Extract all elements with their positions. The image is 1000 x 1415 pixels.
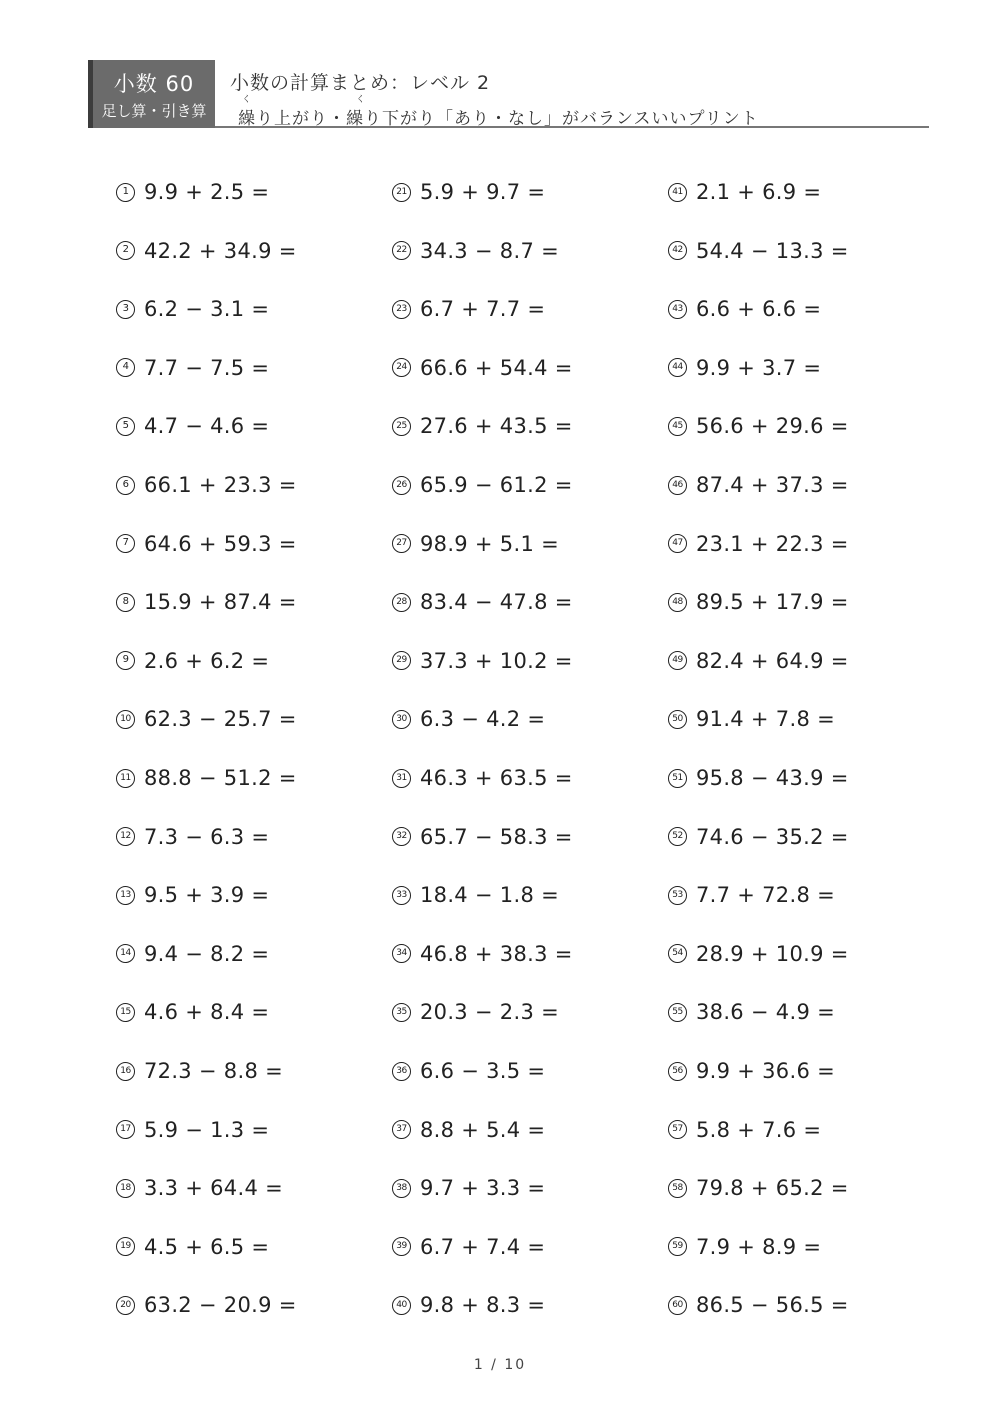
problem-number: 60: [668, 1296, 687, 1315]
problem-number: 8: [116, 593, 135, 612]
problem-expression: 5.9 + 9.7 =: [420, 180, 546, 204]
problem-expression: 79.8 + 65.2 =: [696, 1176, 849, 1201]
problem-number: 43: [668, 300, 687, 319]
problem-expression: 6.6 − 3.5 =: [420, 1059, 546, 1083]
problem-item: [116, 877, 269, 913]
badge-title: 小数 60: [113, 72, 195, 96]
problem-item: [116, 994, 269, 1030]
problem-number: 9: [116, 651, 135, 670]
problem-expression: 64.6 + 59.3 =: [144, 531, 297, 556]
problem-expression: 42.2 + 34.9 =: [144, 238, 297, 263]
problem-number: 12: [116, 827, 135, 846]
problem-item: [392, 467, 573, 503]
ruby-reading-1: く: [242, 95, 252, 105]
problem-number: 57: [668, 1120, 687, 1139]
problem-number: 15: [116, 1003, 135, 1022]
problem-expression: 5.9 − 1.3 =: [144, 1117, 270, 1142]
problem-expression: 6.3 − 4.2 =: [420, 707, 546, 732]
problem-expression: 89.5 + 17.9 =: [696, 590, 849, 615]
problem-expression: 27.6 + 43.5 =: [420, 414, 573, 439]
problem-expression: 20.3 − 2.3 =: [420, 1000, 559, 1025]
problem-item: [668, 936, 849, 972]
problem-item: [116, 701, 297, 737]
problem-item: [392, 877, 559, 913]
problem-number: 48: [668, 593, 687, 612]
problem-item: [392, 819, 573, 855]
problem-number: 52: [668, 827, 687, 846]
problem-item: [392, 1112, 545, 1148]
problem-number: 31: [392, 769, 411, 788]
problem-expression: 6.2 − 3.1 =: [144, 297, 270, 322]
problem-expression: 9.5 + 3.9 =: [144, 883, 270, 908]
problem-expression: 7.7 + 72.8 =: [696, 883, 835, 908]
problem-expression: 38.6 − 4.9 =: [696, 1000, 835, 1025]
problem-number: 46: [668, 476, 687, 495]
problem-number: 37: [392, 1120, 411, 1139]
problem-item: [116, 1287, 297, 1323]
problem-item: [392, 1287, 545, 1323]
problem-number: 55: [668, 1003, 687, 1022]
problem-expression: 62.3 − 25.7 =: [144, 707, 297, 732]
problem-number: 32: [392, 827, 411, 846]
problem-item: [668, 1287, 849, 1323]
problem-expression: 88.8 − 51.2 =: [144, 766, 297, 790]
problem-number: 51: [668, 769, 687, 788]
problem-item: [116, 643, 269, 679]
problem-number: 36: [392, 1062, 411, 1081]
problem-number: 45: [668, 417, 687, 436]
problem-number: 11: [116, 769, 135, 788]
problem-expression: 86.5 − 56.5 =: [696, 1293, 849, 1318]
problem-expression: 28.9 + 10.9 =: [696, 941, 849, 966]
problem-item: [116, 1053, 283, 1089]
problem-item: [392, 584, 573, 620]
problem-number: 30: [392, 710, 411, 729]
problem-number: 20: [116, 1296, 135, 1315]
problem-expression: 6.6 + 6.6 =: [696, 297, 822, 322]
problem-item: [668, 467, 849, 503]
problem-expression: 66.6 + 54.4 =: [420, 355, 573, 380]
problem-expression: 4.6 + 8.4 =: [144, 1000, 270, 1025]
problem-expression: 18.4 − 1.8 =: [420, 883, 559, 908]
problem-item: [668, 408, 849, 444]
problem-item: [116, 936, 269, 972]
problem-item: [116, 174, 269, 210]
problem-number: 28: [392, 593, 411, 612]
problem-expression: 3.3 + 64.4 =: [144, 1176, 283, 1201]
problem-item: [392, 291, 545, 327]
problem-item: [116, 584, 297, 620]
problem-expression: 9.7 + 3.3 =: [420, 1176, 546, 1201]
problem-item: [668, 174, 821, 210]
problem-number: 17: [116, 1120, 135, 1139]
problem-item: [116, 1112, 269, 1148]
problem-expression: 34.3 − 8.7 =: [420, 238, 559, 263]
problem-number: 47: [668, 534, 687, 553]
badge-subtitle: 足し算・引き算: [101, 102, 207, 120]
problem-number: 5: [116, 417, 135, 436]
problem-number: 38: [392, 1179, 411, 1198]
problem-number: 29: [392, 651, 411, 670]
problem-item: [668, 350, 821, 386]
problem-item: [668, 819, 849, 855]
problem-number: 19: [116, 1237, 135, 1256]
problem-number: 54: [668, 944, 687, 963]
problem-number: 41: [668, 183, 687, 202]
page-subtitle: 繰り上がり・繰り下がり「あり・なし」がバランスいいプリント: [238, 109, 759, 129]
problem-item: [668, 1112, 821, 1148]
problem-expression: 91.4 + 7.8 =: [696, 707, 835, 732]
problem-expression: 65.7 − 58.3 =: [420, 824, 573, 849]
problem-item: [392, 350, 573, 386]
problem-item: [116, 408, 269, 444]
problem-number: 4: [116, 358, 135, 377]
problem-number: 26: [392, 476, 411, 495]
problem-number: 49: [668, 651, 687, 670]
problem-number: 14: [116, 944, 135, 963]
problem-expression: 46.8 + 38.3 =: [420, 941, 573, 966]
problem-expression: 5.8 + 7.6 =: [696, 1117, 822, 1142]
problem-item: [392, 408, 573, 444]
problem-number: 24: [392, 358, 411, 377]
problem-number: 34: [392, 944, 411, 963]
problem-item: [116, 1170, 283, 1206]
problem-expression: 8.8 + 5.4 =: [420, 1117, 546, 1142]
problem-expression: 63.2 − 20.9 =: [144, 1293, 297, 1318]
problem-expression: 7.9 + 8.9 =: [696, 1234, 822, 1259]
problem-expression: 6.7 + 7.4 =: [420, 1234, 546, 1259]
problem-item: [392, 174, 545, 210]
problem-expression: 56.6 + 29.6 =: [696, 414, 849, 439]
problem-number: 33: [392, 886, 411, 905]
problem-number: 50: [668, 710, 687, 729]
page-number: 1 / 10: [473, 1357, 527, 1373]
problem-number: 1: [116, 183, 135, 202]
problem-number: 40: [392, 1296, 411, 1315]
problem-number: 44: [668, 358, 687, 377]
problem-number: 42: [668, 241, 687, 260]
problem-expression: 72.3 − 8.8 =: [144, 1059, 283, 1083]
problem-expression: 4.5 + 6.5 =: [144, 1234, 270, 1259]
problem-expression: 9.9 + 36.6 =: [696, 1059, 835, 1083]
problem-item: [392, 1229, 545, 1265]
problem-item: [668, 233, 849, 269]
problem-number: 16: [116, 1062, 135, 1081]
problem-expression: 9.8 + 8.3 =: [420, 1293, 546, 1318]
problem-item: [392, 760, 573, 796]
problem-number: 56: [668, 1062, 687, 1081]
problem-item: [116, 233, 297, 269]
problem-item: [392, 936, 573, 972]
problem-number: 13: [116, 886, 135, 905]
problem-item: [668, 291, 821, 327]
problem-item: [392, 1170, 545, 1206]
problem-expression: 2.6 + 6.2 =: [144, 648, 270, 673]
problem-item: [668, 994, 835, 1030]
problem-item: [668, 701, 835, 737]
problem-expression: 95.8 − 43.9 =: [696, 766, 849, 790]
problem-expression: 6.7 + 7.7 =: [420, 297, 546, 322]
problem-expression: 87.4 + 37.3 =: [696, 473, 849, 497]
problem-item: [392, 643, 573, 679]
problem-number: 53: [668, 886, 687, 905]
problem-item: [116, 350, 269, 386]
problem-item: [392, 994, 559, 1030]
problem-expression: 46.3 + 63.5 =: [420, 766, 573, 790]
problem-expression: 4.7 − 4.6 =: [144, 414, 270, 439]
problem-expression: 98.9 + 5.1 =: [420, 531, 559, 556]
problem-item: [392, 701, 545, 737]
problem-item: [668, 1170, 849, 1206]
problem-item: [116, 1229, 269, 1265]
problem-item: [668, 526, 849, 562]
problem-number: 22: [392, 241, 411, 260]
problem-item: [116, 291, 269, 327]
problem-expression: 7.3 − 6.3 =: [144, 824, 270, 849]
problem-expression: 2.1 + 6.9 =: [696, 180, 822, 204]
problem-number: 39: [392, 1237, 411, 1256]
problem-item: [668, 643, 849, 679]
problem-expression: 23.1 + 22.3 =: [696, 531, 849, 556]
problem-expression: 82.4 + 64.9 =: [696, 648, 849, 673]
problem-number: 3: [116, 300, 135, 319]
problem-expression: 65.9 − 61.2 =: [420, 473, 573, 497]
problem-item: [116, 467, 297, 503]
problem-expression: 15.9 + 87.4 =: [144, 590, 297, 615]
problem-item: [668, 584, 849, 620]
problem-number: 35: [392, 1003, 411, 1022]
worksheet-badge: [88, 60, 215, 128]
problem-expression: 66.1 + 23.3 =: [144, 473, 297, 497]
problem-item: [668, 760, 849, 796]
problem-item: [116, 760, 297, 796]
problem-number: 7: [116, 534, 135, 553]
problem-item: [668, 1053, 835, 1089]
problem-number: 25: [392, 417, 411, 436]
problem-number: 10: [116, 710, 135, 729]
problem-item: [116, 526, 297, 562]
problem-expression: 74.6 − 35.2 =: [696, 824, 849, 849]
problem-expression: 37.3 + 10.2 =: [420, 648, 573, 673]
problem-number: 58: [668, 1179, 687, 1198]
problem-item: [392, 1053, 545, 1089]
problem-number: 59: [668, 1237, 687, 1256]
problem-item: [392, 233, 559, 269]
header-divider: [215, 126, 929, 128]
problem-number: 23: [392, 300, 411, 319]
problem-item: [668, 877, 835, 913]
problem-number: 27: [392, 534, 411, 553]
problem-item: [668, 1229, 821, 1265]
problem-item: [392, 526, 559, 562]
problem-number: 6: [116, 476, 135, 495]
problem-number: 21: [392, 183, 411, 202]
problem-expression: 9.4 − 8.2 =: [144, 941, 270, 966]
problem-number: 18: [116, 1179, 135, 1198]
ruby-reading-2: く: [356, 95, 366, 105]
problem-item: [116, 819, 269, 855]
page-title: 小数の計算まとめ：レベル 2: [230, 72, 491, 94]
problem-number: 2: [116, 241, 135, 260]
problem-expression: 9.9 + 3.7 =: [696, 355, 822, 380]
problem-expression: 9.9 + 2.5 =: [144, 180, 270, 204]
problem-expression: 54.4 − 13.3 =: [696, 238, 849, 263]
problem-expression: 7.7 − 7.5 =: [144, 355, 270, 380]
problem-expression: 83.4 − 47.8 =: [420, 590, 573, 615]
